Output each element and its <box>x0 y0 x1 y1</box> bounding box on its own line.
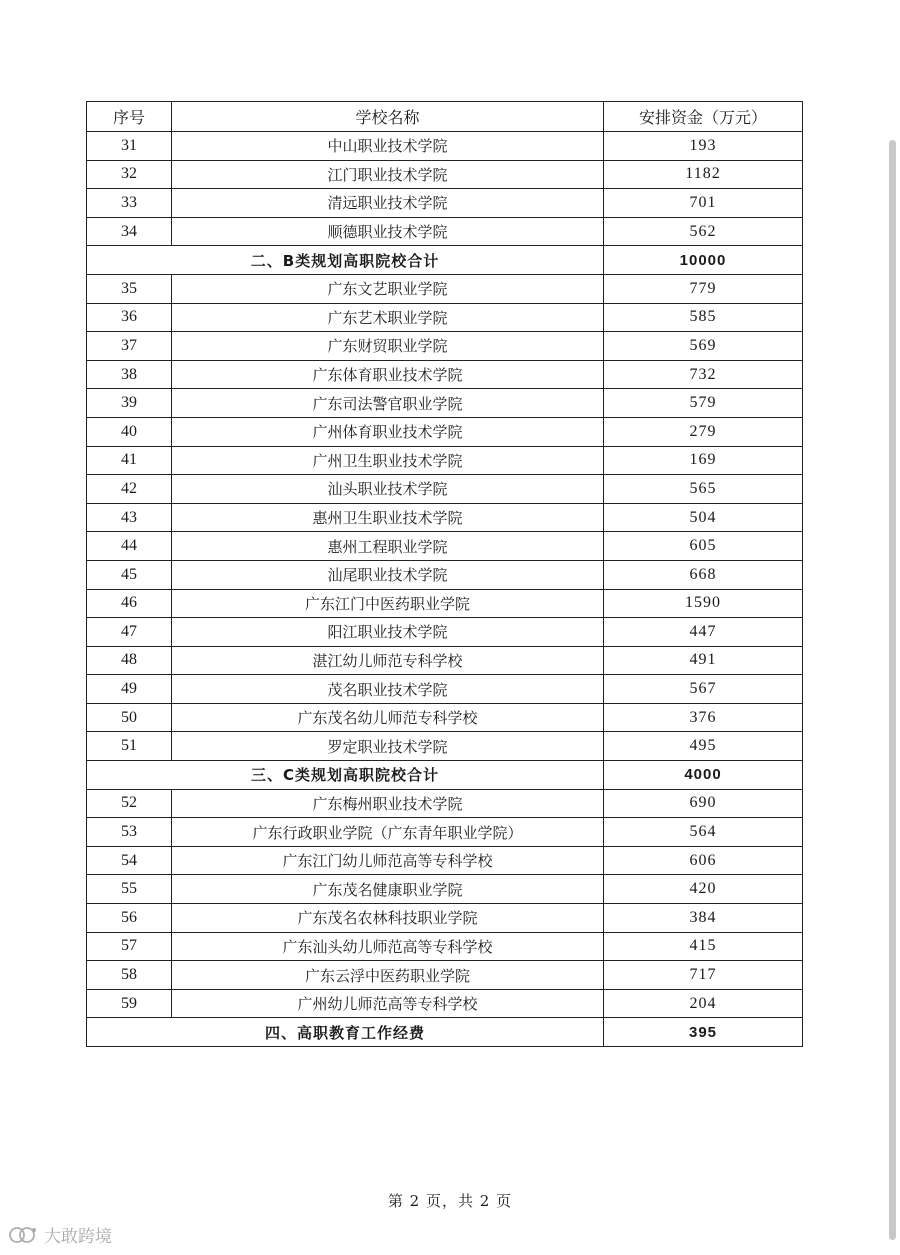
table-row <box>87 132 803 161</box>
table-row <box>87 675 803 704</box>
row-amount: 193 <box>604 132 803 161</box>
row-amount: 779 <box>604 274 803 303</box>
row-amount: 605 <box>604 532 803 561</box>
row-amount: 562 <box>604 217 803 246</box>
row-school-name: 惠州卫生职业技术学院 <box>172 503 604 532</box>
watermark-text: 大敢跨境 <box>44 1227 112 1247</box>
row-school-name: 顺德职业技术学院 <box>172 217 604 246</box>
row-amount: 420 <box>604 875 803 904</box>
brand-logo-icon <box>8 1225 38 1245</box>
row-school-name: 广东文艺职业学院 <box>172 274 604 303</box>
row-school-name: 广东司法警官职业学院 <box>172 389 604 418</box>
row-index: 54 <box>87 846 172 875</box>
table-row <box>87 332 803 361</box>
row-index: 58 <box>87 961 172 990</box>
row-index: 52 <box>87 789 172 818</box>
row-index: 41 <box>87 446 172 475</box>
row-index: 43 <box>87 503 172 532</box>
row-index: 49 <box>87 675 172 704</box>
subtotal-amount: 10000 <box>604 246 803 275</box>
row-index: 38 <box>87 360 172 389</box>
row-amount: 447 <box>604 618 803 647</box>
scrollbar[interactable] <box>889 140 896 1240</box>
row-amount: 690 <box>604 789 803 818</box>
row-school-name: 广东茂名幼儿师范专科学校 <box>172 703 604 732</box>
table-row <box>87 732 803 761</box>
row-index: 40 <box>87 417 172 446</box>
header-index: 序号 <box>87 102 172 132</box>
row-school-name: 广东茂名农林科技职业学院 <box>172 904 604 933</box>
table-row <box>87 789 803 818</box>
table-row <box>87 274 803 303</box>
row-index: 51 <box>87 732 172 761</box>
header-row <box>87 102 803 132</box>
row-amount: 169 <box>604 446 803 475</box>
row-amount: 606 <box>604 846 803 875</box>
row-school-name: 湛江幼儿师范专科学校 <box>172 646 604 675</box>
row-school-name: 广东体育职业技术学院 <box>172 360 604 389</box>
row-school-name: 广东茂名健康职业学院 <box>172 875 604 904</box>
table-row <box>87 189 803 218</box>
table-row <box>87 932 803 961</box>
row-school-name: 阳江职业技术学院 <box>172 618 604 647</box>
row-amount: 204 <box>604 989 803 1018</box>
row-index: 46 <box>87 589 172 618</box>
row-school-name: 广东云浮中医药职业学院 <box>172 961 604 990</box>
row-amount: 569 <box>604 332 803 361</box>
subtotal-amount: 395 <box>604 1018 803 1047</box>
row-amount: 384 <box>604 904 803 933</box>
table-row <box>87 532 803 561</box>
row-index: 36 <box>87 303 172 332</box>
row-amount: 376 <box>604 703 803 732</box>
table-row <box>87 703 803 732</box>
subtotal-row <box>87 246 803 275</box>
row-index: 56 <box>87 904 172 933</box>
table-row <box>87 904 803 933</box>
row-amount: 504 <box>604 503 803 532</box>
subtotal-label: 二、B类规划高职院校合计 <box>87 246 604 275</box>
row-school-name: 广州幼儿师范高等专科学校 <box>172 989 604 1018</box>
table-row <box>87 818 803 847</box>
scrollbar-thumb[interactable] <box>889 140 896 1240</box>
row-school-name: 罗定职业技术学院 <box>172 732 604 761</box>
row-school-name: 广东江门中医药职业学院 <box>172 589 604 618</box>
table-body <box>87 132 803 1047</box>
row-index: 44 <box>87 532 172 561</box>
row-school-name: 江门职业技术学院 <box>172 160 604 189</box>
row-amount: 415 <box>604 932 803 961</box>
table-row <box>87 303 803 332</box>
subtotal-label: 三、C类规划高职院校合计 <box>87 761 604 790</box>
row-amount: 585 <box>604 303 803 332</box>
row-amount: 564 <box>604 818 803 847</box>
row-school-name: 惠州工程职业学院 <box>172 532 604 561</box>
header-amount: 安排资金（万元） <box>604 102 803 132</box>
row-school-name: 广东艺术职业学院 <box>172 303 604 332</box>
row-index: 33 <box>87 189 172 218</box>
subtotal-row <box>87 1018 803 1047</box>
row-school-name: 广东汕头幼儿师范高等专科学校 <box>172 932 604 961</box>
table-row <box>87 589 803 618</box>
row-amount: 567 <box>604 675 803 704</box>
row-index: 47 <box>87 618 172 647</box>
table-row <box>87 560 803 589</box>
row-school-name: 广东江门幼儿师范高等专科学校 <box>172 846 604 875</box>
header-school-name: 学校名称 <box>172 102 604 132</box>
row-index: 45 <box>87 560 172 589</box>
row-amount: 732 <box>604 360 803 389</box>
row-amount: 701 <box>604 189 803 218</box>
table-row <box>87 389 803 418</box>
table-row <box>87 618 803 647</box>
row-index: 53 <box>87 818 172 847</box>
row-index: 37 <box>87 332 172 361</box>
row-school-name: 茂名职业技术学院 <box>172 675 604 704</box>
row-index: 32 <box>87 160 172 189</box>
row-amount: 565 <box>604 475 803 504</box>
subtotal-amount: 4000 <box>604 761 803 790</box>
row-school-name: 清远职业技术学院 <box>172 189 604 218</box>
table-header <box>87 102 803 132</box>
row-index: 31 <box>87 132 172 161</box>
row-index: 34 <box>87 217 172 246</box>
table-row <box>87 446 803 475</box>
row-amount: 279 <box>604 417 803 446</box>
watermark <box>8 1222 112 1247</box>
table-row <box>87 160 803 189</box>
page-footer: 第 2 页，共 2 页 <box>387 1192 513 1210</box>
row-school-name: 广东行政职业学院（广东青年职业学院） <box>172 818 604 847</box>
table-row <box>87 475 803 504</box>
funding-table <box>86 101 803 1047</box>
row-amount: 668 <box>604 560 803 589</box>
table-row <box>87 360 803 389</box>
table-row <box>87 646 803 675</box>
table-row <box>87 846 803 875</box>
row-school-name: 广州卫生职业技术学院 <box>172 446 604 475</box>
table-row <box>87 503 803 532</box>
table-row <box>87 989 803 1018</box>
row-index: 39 <box>87 389 172 418</box>
row-school-name: 广州体育职业技术学院 <box>172 417 604 446</box>
row-index: 59 <box>87 989 172 1018</box>
subtotal-label: 四、高职教育工作经费 <box>87 1018 604 1047</box>
table-row <box>87 217 803 246</box>
row-amount: 579 <box>604 389 803 418</box>
row-school-name: 中山职业技术学院 <box>172 132 604 161</box>
row-index: 35 <box>87 274 172 303</box>
table-row <box>87 961 803 990</box>
row-school-name: 汕尾职业技术学院 <box>172 560 604 589</box>
row-amount: 1182 <box>604 160 803 189</box>
subtotal-row <box>87 761 803 790</box>
row-amount: 491 <box>604 646 803 675</box>
row-amount: 1590 <box>604 589 803 618</box>
row-index: 42 <box>87 475 172 504</box>
table-row <box>87 875 803 904</box>
row-index: 50 <box>87 703 172 732</box>
row-amount: 717 <box>604 961 803 990</box>
row-school-name: 汕头职业技术学院 <box>172 475 604 504</box>
row-index: 48 <box>87 646 172 675</box>
row-school-name: 广东梅州职业技术学院 <box>172 789 604 818</box>
row-index: 55 <box>87 875 172 904</box>
row-amount: 495 <box>604 732 803 761</box>
row-school-name: 广东财贸职业学院 <box>172 332 604 361</box>
row-index: 57 <box>87 932 172 961</box>
table-row <box>87 417 803 446</box>
